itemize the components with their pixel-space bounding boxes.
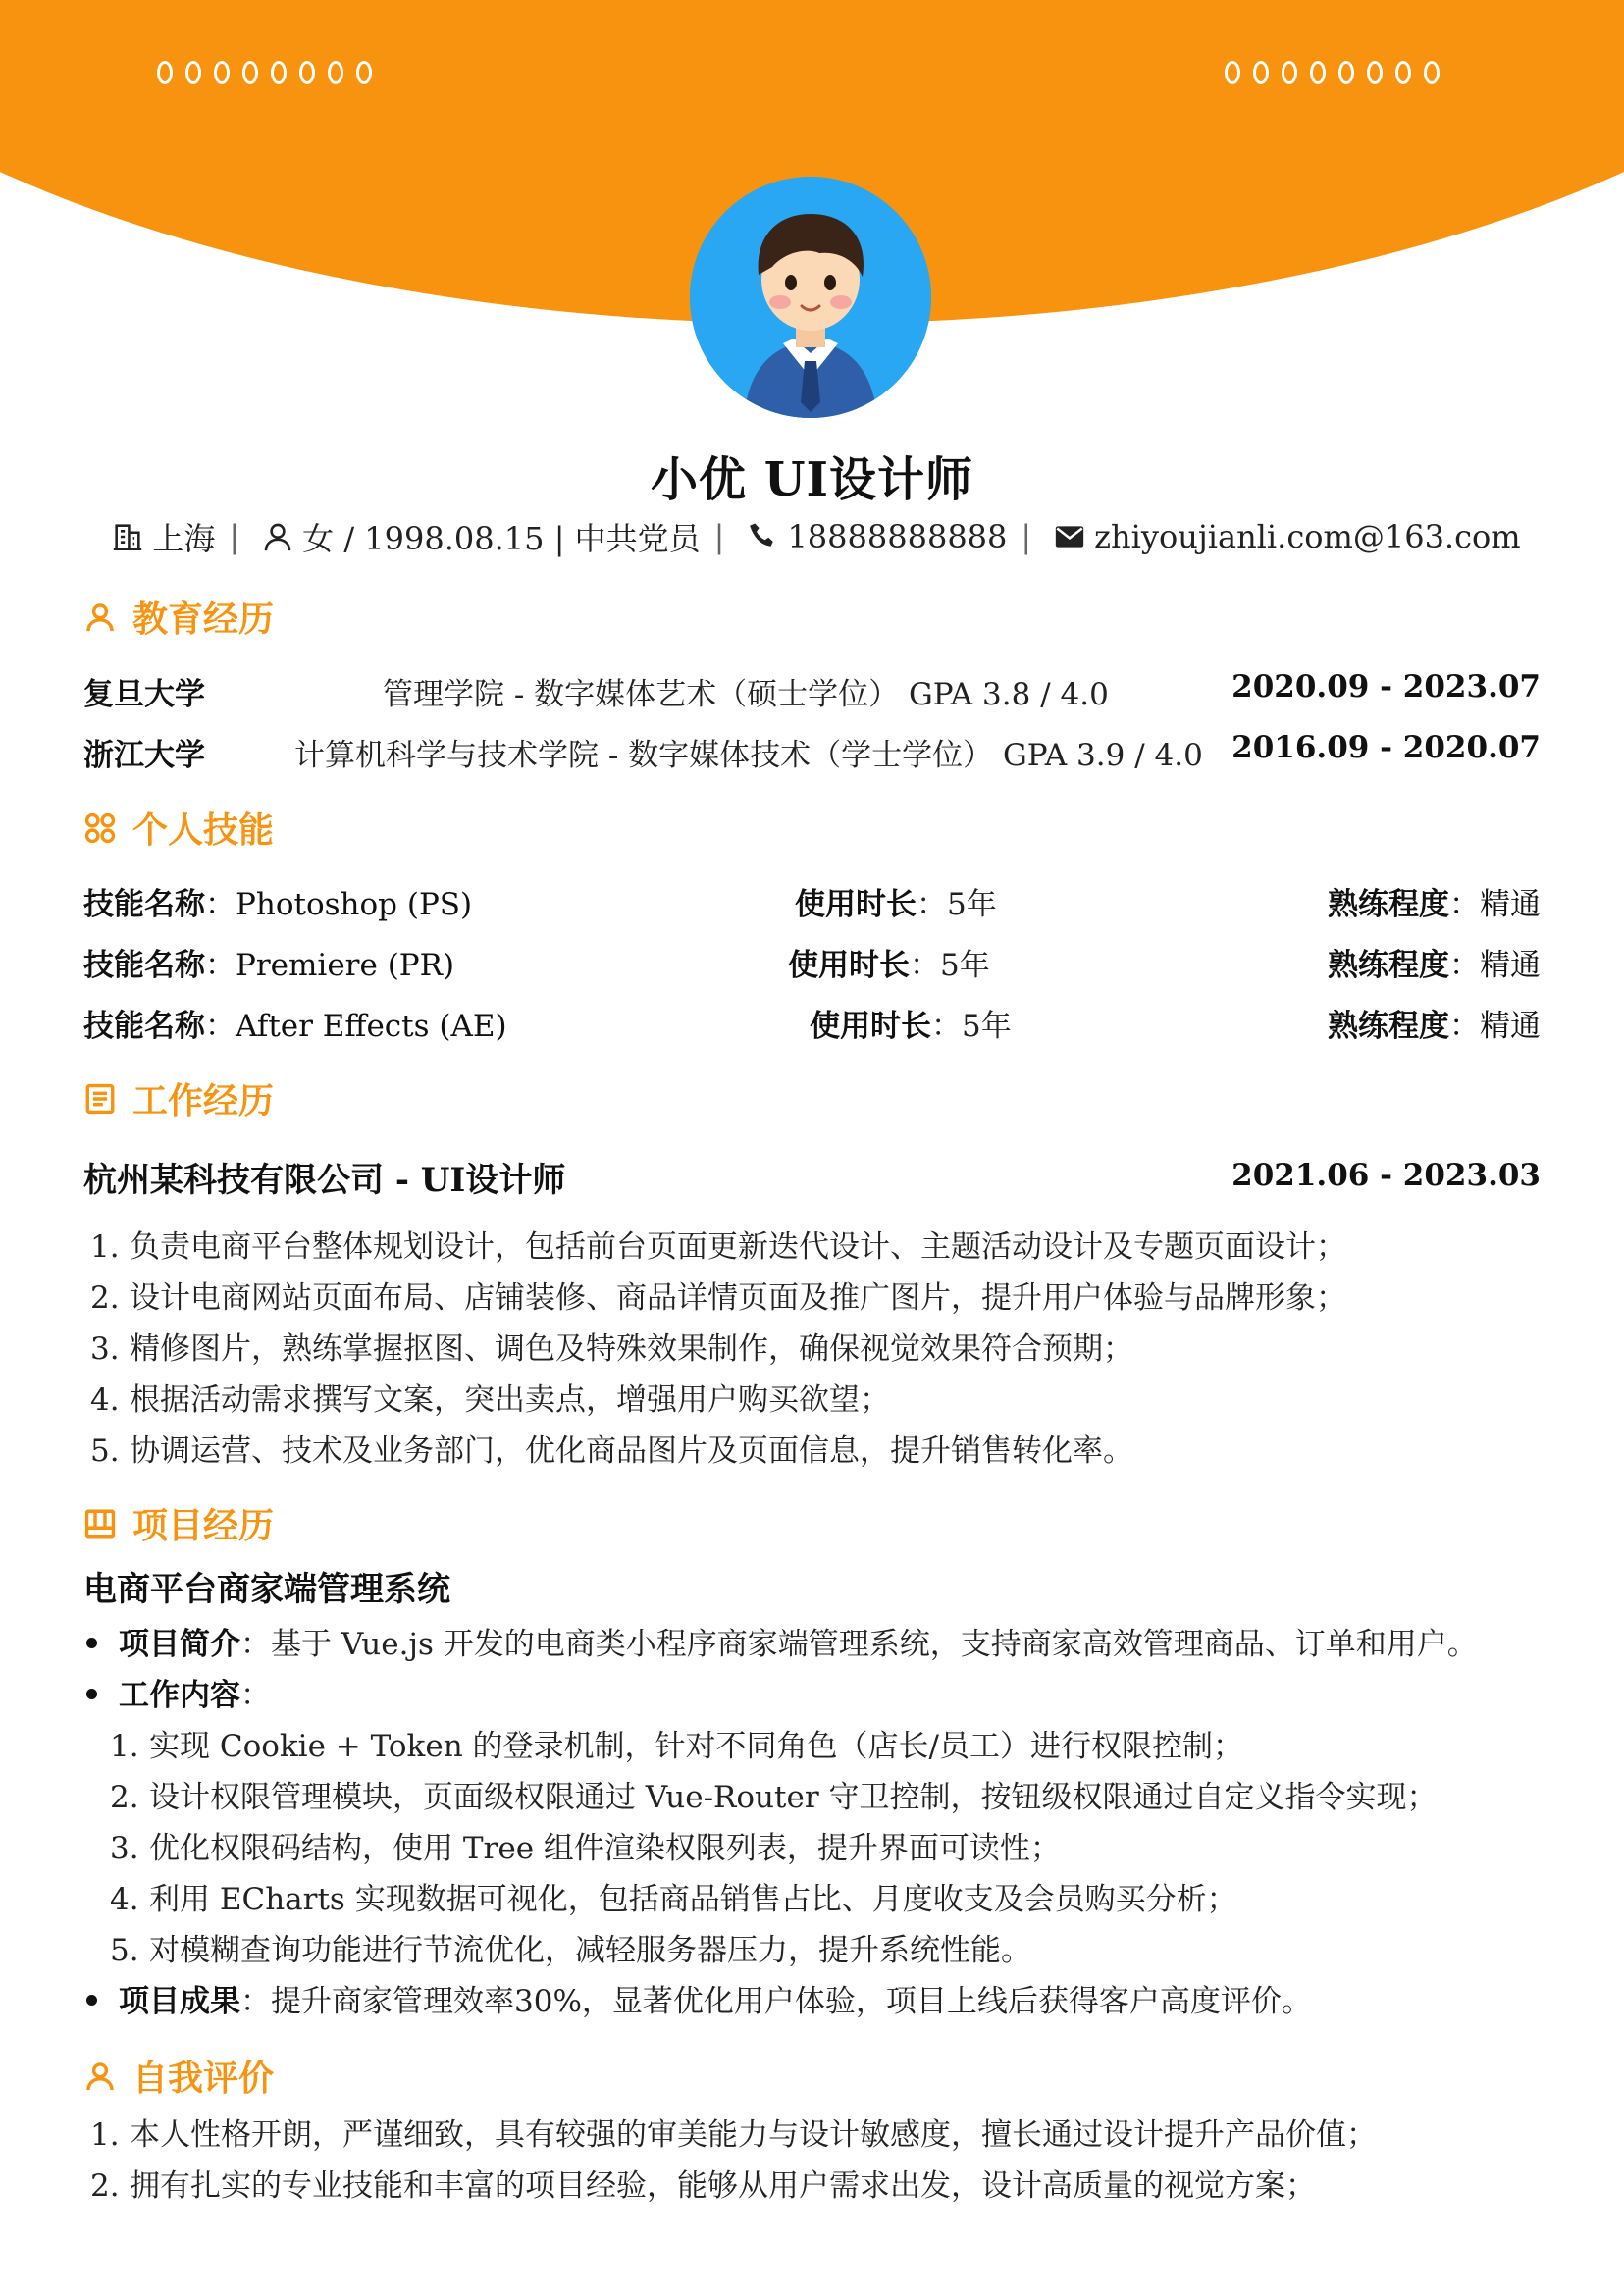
grid-icon xyxy=(83,811,117,845)
person-icon xyxy=(83,2060,117,2093)
person-icon xyxy=(83,600,117,634)
list-item: 1. 实现 Cookie + Token 的登录机制，针对不同角色（店长/员工）进行权限控制； xyxy=(110,1729,1243,1764)
list-item: 2. 设计电商网站页面布局、店铺装修、商品详情页面及推广图片，提升用户体验与品牌形象； xyxy=(90,1280,1346,1316)
project-section-title: 项目经历 xyxy=(83,1498,274,1548)
list-item: 3. 精修图片，熟练掌握抠图、调色及特殊效果制作，确保视觉效果符合预期； xyxy=(90,1331,1133,1367)
list-item: 5. 对模糊查询功能进行节流优化，减轻服务器压力，提升系统性能。 xyxy=(110,1933,1031,1968)
school-name: 复旦大学 xyxy=(83,677,205,712)
mail-icon xyxy=(1053,520,1086,553)
phone-text: 18888888888 xyxy=(787,518,1008,555)
project-content-label: 工作内容： xyxy=(86,1670,271,1714)
list-item: 4. 根据活动需求撰写文案，突出卖点，增强用户购买欲望； xyxy=(90,1382,890,1418)
project-name: 电商平台商家端管理系统 xyxy=(83,1570,450,1609)
skill-time: 5年 xyxy=(962,1009,1012,1044)
education-date: 2020.09 - 2023.07 xyxy=(1231,669,1541,704)
skill-name: Photoshop (PS) xyxy=(236,887,473,922)
person-icon xyxy=(261,520,294,553)
work-section-title: 工作经历 xyxy=(83,1073,274,1123)
skills-section-title: 个人技能 xyxy=(83,803,274,853)
resume-name: 小优 UI设计师 xyxy=(650,452,974,507)
separator: | xyxy=(229,518,240,555)
city-text: 上海 xyxy=(152,520,216,557)
education-detail: 计算机科学与技术学院 - 数字媒体技术（学士学位） GPA 3.9 / 4.0 xyxy=(294,738,1203,773)
education-detail: 管理学院 - 数字媒体艺术（硕士学位） GPA 3.8 / 4.0 xyxy=(383,677,1109,712)
decorative-dots-left xyxy=(157,61,372,84)
self-eval-section-title: 自我评价 xyxy=(83,2051,274,2101)
avatar xyxy=(690,177,931,418)
phone-icon xyxy=(746,520,779,553)
education-section-title: 教育经历 xyxy=(83,592,274,642)
list-item: 1. 负责电商平台整体规划设计，包括前台页面更新迭代设计、主题活动设计及专题页面设计； xyxy=(90,1229,1346,1265)
skill-name: Premiere (PR) xyxy=(236,948,455,983)
list-item: 5. 协调运营、技术及业务部门，优化商品图片及页面信息，提升销售转化率。 xyxy=(90,1434,1133,1469)
building-icon xyxy=(111,520,144,553)
separator: | xyxy=(713,518,725,555)
list-item: 4. 利用 ECharts 实现数据可视化，包括商品销售占比、月度收支及会员购买分析； xyxy=(110,1882,1237,1917)
list-item: 1. 本人性格开朗，严谨细致，具有较强的审美能力与设计敏感度，擅长通过设计提升产品价值； xyxy=(90,2117,1377,2153)
list-item: 2. 拥有扎实的专业技能和丰富的项目经验，能够从用户需求出发，设计高质量的视觉方案； xyxy=(90,2168,1316,2204)
job-title: 杭州某科技有限公司 - UI设计师 xyxy=(83,1161,566,1200)
school-name: 浙江大学 xyxy=(83,738,205,773)
skill-level: 精通 xyxy=(1480,948,1541,983)
list-item: 2. 设计权限管理模块，页面级权限通过 Vue-Router 守卫控制，按钮级权限通过自定义指令实现； xyxy=(110,1780,1438,1815)
list-item: 3. 优化权限码结构，使用 Tree 组件渲染权限列表，提升界面可读性； xyxy=(110,1831,1061,1866)
project-result: 项目成果：提升商家管理效率30%，显著优化用户体验，项目上线后获得客户高度评价。 xyxy=(86,1976,1312,2020)
document-icon xyxy=(83,1082,117,1116)
skill-time: 5年 xyxy=(940,948,990,983)
decorative-dots-right xyxy=(1225,61,1440,84)
job-date: 2021.06 - 2023.03 xyxy=(1231,1158,1541,1193)
gender-birth-party-text: 女 / 1998.08.15 | 中共党员 xyxy=(302,520,701,557)
email-text: zhiyoujianli.com@163.com xyxy=(1094,518,1521,555)
contact-line xyxy=(0,514,1624,559)
skill-time: 5年 xyxy=(947,887,997,922)
skill-name: After Effects (AE) xyxy=(236,1009,507,1044)
skill-level: 精通 xyxy=(1480,1009,1541,1044)
project-intro: 项目简介：基于 Vue.js 开发的电商类小程序商家端管理系统，支持商家高效管理商品、订单和用户。 xyxy=(86,1619,1478,1663)
kanban-icon xyxy=(83,1507,117,1540)
skill-level: 精通 xyxy=(1480,887,1541,922)
separator: | xyxy=(1021,518,1032,555)
education-date: 2016.09 - 2020.07 xyxy=(1231,730,1541,765)
